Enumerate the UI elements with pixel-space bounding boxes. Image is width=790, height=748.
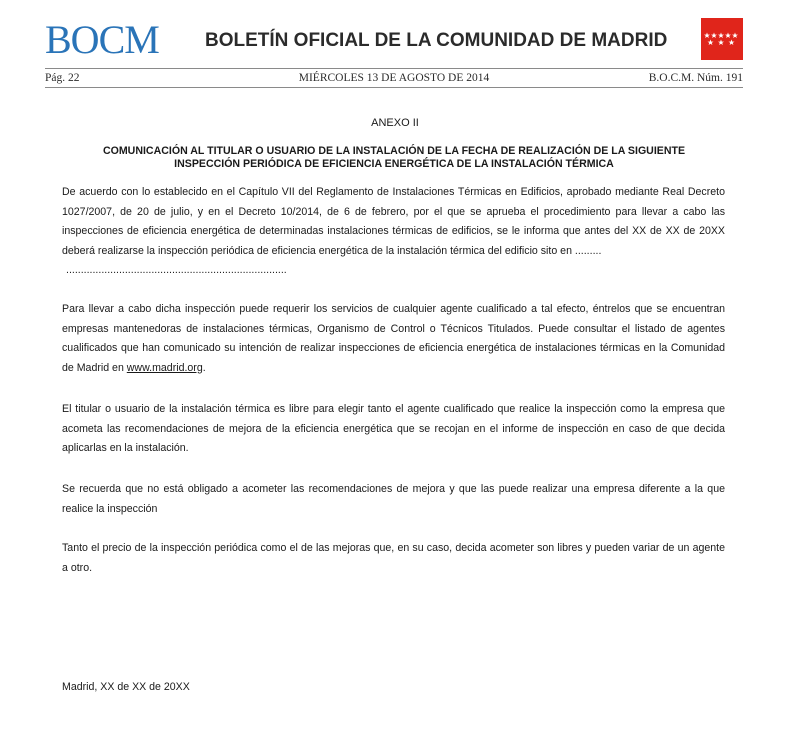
address-dotted-line: ...........................................................................	[66, 264, 287, 276]
madrid-flag-icon	[701, 18, 743, 60]
journal-title: BOLETÍN OFICIAL DE LA COMUNIDAD DE MADRID	[205, 30, 668, 51]
paragraph-4: Se recuerda que no está obligado a acometer las recomendaciones de mejora y que las puede realizar una empresa diferente a la que realice la inspección	[62, 483, 725, 515]
document-title	[62, 145, 726, 171]
page-number: Pág. 22	[45, 72, 80, 84]
document-title-line-1: COMUNICACIÓN AL TITULAR O USUARIO DE LA INSTALACIÓN DE LA FECHA DE REALIZACIÓN DE LA SIGUIENTE	[102, 145, 686, 157]
header-rule-bottom	[45, 87, 743, 88]
header-meta-row	[45, 71, 743, 86]
header-rule-top	[45, 68, 743, 69]
issue-date: MIÉRCOLES 13 DE AGOSTO DE 2014	[298, 72, 490, 84]
paragraph-5: Tanto el precio de la inspección periódica como el de las mejoras que, en su caso, decida acometer son libres y pueden variar de un agente a otro.	[62, 542, 725, 574]
paragraph-2-end: .	[202, 361, 206, 374]
issue-number: B.O.C.M. Núm. 191	[648, 72, 743, 84]
paragraph-2-text: Para llevar a cabo dicha inspección puede requerir los servicios de cualquier agente cualificado a tal efecto, éntrelos que se encuentran empresas mantenedoras de instalaciones térmicas, Organismo de Control o Técnicos Titulados. Puede consultar el listado de agentes cualificados que han comunicado su intención de realizar inspecciones de eficiencia energética de instalaciones térmicas en la Comunidad de Madrid en	[62, 303, 725, 374]
paragraph-2	[62, 300, 725, 378]
annex-label: ANEXO II	[371, 117, 419, 129]
flag-stars-icon	[704, 32, 740, 46]
signoff-place-date: Madrid, XX de XX de 20XX	[62, 681, 190, 693]
paragraph-1	[62, 183, 725, 281]
madrid-org-link[interactable]: www.madrid.org	[126, 361, 203, 374]
document-title-line-2: INSPECCIÓN PERIÓDICA DE EFICIENCIA ENERGÉTICA DE LA INSTALACIÓN TÉRMICA	[174, 158, 614, 170]
page-header	[0, 0, 790, 90]
bocm-logo: BOCM	[45, 17, 159, 62]
paragraph-3: El titular o usuario de la instalación térmica es libre para elegir tanto el agente cualificado que realice la inspección como la empresa que acometa las recomendaciones de mejora de la eficiencia energética que se recojan en el informe de inspección en caso de que decida aplicarlas en la instalación.	[62, 403, 725, 454]
paragraph-1-text: De acuerdo con lo establecido en el Capítulo VII del Reglamento de Instalaciones Térmicas en Edificios, aprobado mediante Real Decreto 1027/2007, de 20 de julio, y en el Decreto 10/2014, de 6 de febrero, por el que se aprueba el procedimiento para llevar a cabo las inspecciones de eficiencia energética de determinadas instalaciones térmicas de edificios, se le informa que antes del XX de XX de 20XX deberá realizarse la inspección periódica de eficiencia energética de la instalación térmica del edificio sito en .........	[62, 186, 725, 257]
